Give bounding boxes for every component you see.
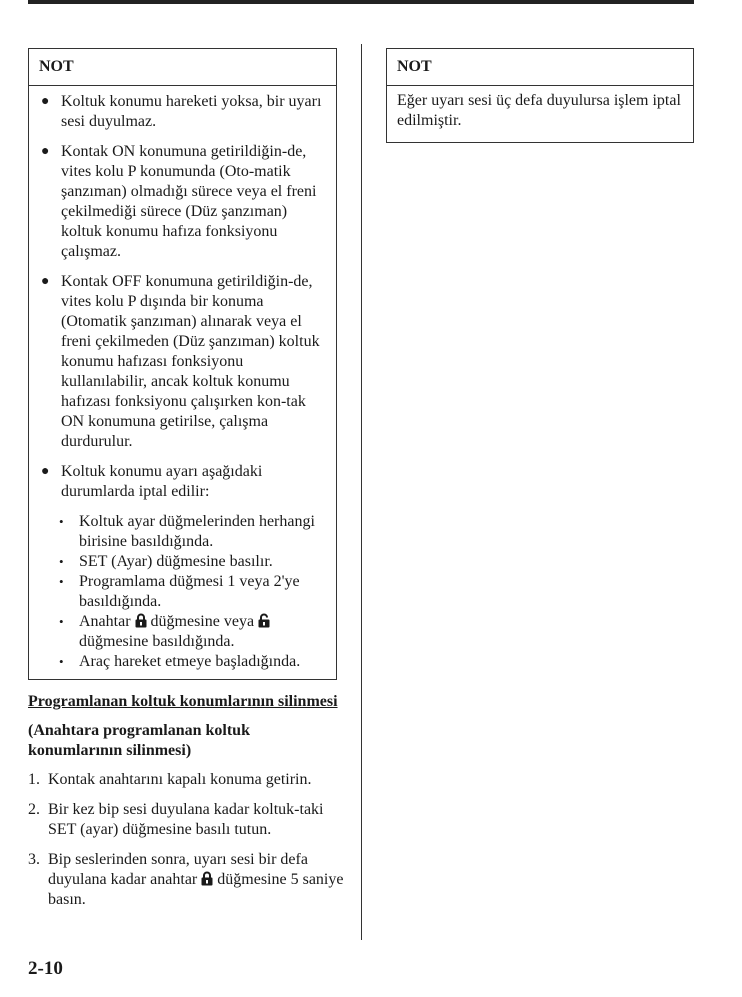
- note-sub-bullet-text: Programlama düğmesi 1 veya 2'ye basıldığında.: [79, 573, 300, 610]
- sub-bullet-dot-icon: •: [59, 654, 64, 669]
- right-note-box: [386, 48, 694, 143]
- sub-bullet-dot-icon: •: [59, 514, 64, 529]
- delete-positions-section: [28, 692, 346, 920]
- note-bullet: [39, 142, 326, 262]
- section-title: Programlanan koltuk konumlarının silinmesi: [28, 693, 338, 710]
- left-note-box: [28, 48, 337, 680]
- step-number: 1.: [28, 771, 40, 788]
- lock-icon: [135, 613, 147, 628]
- note-sub-bullet-text-c: düğmesine basıldığında.: [79, 633, 235, 650]
- step-list: [28, 770, 346, 910]
- step-item: [28, 770, 346, 790]
- note-sub-bullet: [59, 652, 326, 672]
- note-sub-bullet: [59, 572, 326, 612]
- column-divider: [361, 44, 362, 940]
- note-sub-bullet: [59, 612, 326, 652]
- note-bullet: [39, 92, 326, 132]
- note-sub-bullet: [59, 552, 326, 572]
- step-text-a: Bip seslerinden sonra, uyarı sesi bir defa duyulana kadar anahtar: [48, 851, 308, 888]
- note-sub-list: [39, 512, 326, 672]
- note-sub-bullet-text-b: düğmesine veya: [150, 613, 255, 630]
- note-bullet-text: Kontak ON konumuna getirildiğin-de, vites kolu P konumunda (Oto-matik şanzıman) olmadığı sürece veya el freni çekilmediği sürece (Düz şanzıman) koltuk konumu hafıza fonksiyonu çalışmaz.: [61, 143, 317, 260]
- sub-bullet-dot-icon: •: [59, 574, 64, 589]
- note-bullet: [39, 462, 326, 672]
- sub-bullet-dot-icon: •: [59, 554, 64, 569]
- note-sub-bullet: [59, 512, 326, 552]
- note-bullet: [39, 272, 326, 452]
- unlock-icon: [258, 613, 270, 628]
- bullet-dot-icon: ●: [41, 144, 50, 159]
- left-note-heading: NOT: [29, 49, 336, 86]
- page-number: 2-10: [28, 958, 63, 979]
- right-note-heading: NOT: [387, 49, 693, 86]
- step-text-b: düğmesine 5 saniye basın.: [48, 871, 344, 908]
- bullet-dot-icon: ●: [41, 94, 50, 109]
- lock-icon: [201, 871, 213, 886]
- top-rule: [28, 0, 694, 4]
- step-item: [28, 850, 346, 910]
- bullet-dot-icon: ●: [41, 274, 50, 289]
- section-subtitle: (Anahtara programlanan koltuk konumlarının silinmesi): [28, 722, 250, 759]
- note-sub-bullet-text: SET (Ayar) düğmesine basılır.: [79, 553, 273, 570]
- note-bullet-list: [39, 92, 326, 672]
- note-bullet-text: Koltuk konumu hareketi yoksa, bir uyarı sesi duyulmaz.: [61, 93, 322, 130]
- left-note-body: [29, 86, 336, 678]
- note-sub-bullet-text-a: Anahtar: [79, 613, 131, 630]
- note-bullet-text: Koltuk konumu ayarı aşağıdaki durumlarda iptal edilir:: [61, 463, 263, 500]
- step-item: [28, 800, 346, 840]
- note-sub-bullet-text: Koltuk ayar düğmelerinden herhangi birisine basıldığında.: [79, 513, 315, 550]
- step-text: Kontak anahtarını kapalı konuma getirin.: [48, 771, 312, 788]
- right-note-body: Eğer uyarı sesi üç defa duyulursa işlem iptal edilmiştir.: [397, 92, 681, 129]
- step-text: Bir kez bip sesi duyulana kadar koltuk-taki SET (ayar) düğmesine basılı tutun.: [48, 801, 324, 838]
- note-bullet-text: Kontak OFF konumuna getirildiğin-de, vites kolu P dışında bir konuma (Otomatik şanzıman) alınarak veya el freni çekilmeden (Düz şanzıman) koltuk konumu hafızası fonksiyonu kullanılabilir, ancak koltuk konumu hafızası fonksiyonu çalışırken kon-tak ON konumuna getirilse, çalışma durdurulur.: [61, 273, 320, 450]
- step-number: 3.: [28, 851, 40, 868]
- bullet-dot-icon: ●: [41, 464, 50, 479]
- step-number: 2.: [28, 801, 40, 818]
- sub-bullet-dot-icon: •: [59, 614, 64, 629]
- note-sub-bullet-text: Araç hareket etmeye başladığında.: [79, 653, 301, 670]
